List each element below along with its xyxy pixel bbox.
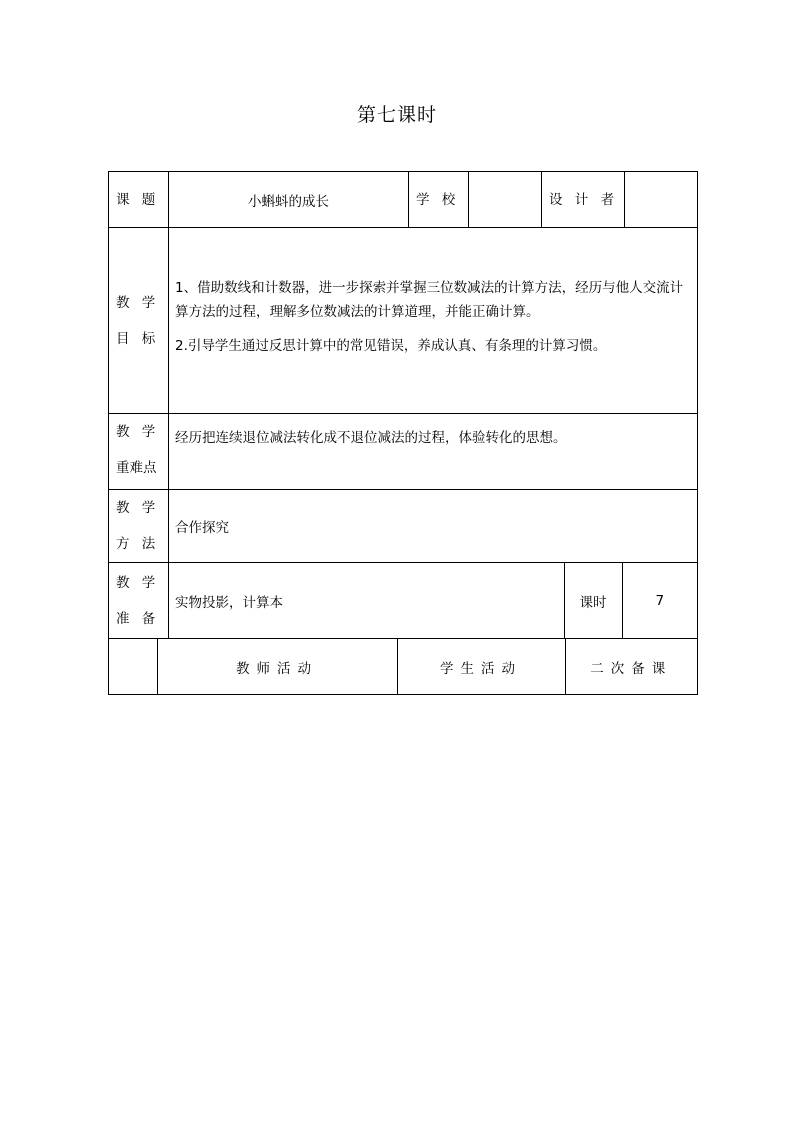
method-row (109, 490, 698, 563)
designer-label: 设 计 者 (542, 172, 625, 228)
method-label-line1: 教 学 (116, 500, 160, 516)
key-points-label-line2: 重难点 (116, 460, 157, 476)
preparation-label-line2: 准 备 (116, 610, 160, 627)
goal-item-1: 1、借助数线和计数器，进一步探索并掌握三位数减法的计算方法，经历与他人交流计算方法的过程，理解多位数减法的计算道理，并能正确计算。 (175, 279, 684, 320)
goals-row (109, 228, 698, 414)
designer-value (625, 172, 698, 228)
preparation-text: 实物投影，计算本 (175, 594, 283, 611)
method-label (109, 490, 169, 563)
preparation-label-line1: 教 学 (116, 574, 160, 591)
teacher-activity-header: 教师活动 (157, 639, 397, 694)
preparation-subtable (169, 563, 697, 638)
preparation-row (109, 563, 698, 639)
preparation-cell (169, 563, 698, 639)
school-value (469, 172, 542, 228)
school-label: 学 校 (409, 172, 469, 228)
topic-label: 课 题 (109, 172, 169, 228)
activity-header-cell (109, 639, 698, 695)
lesson-plan-table (108, 171, 698, 695)
method-text: 合作探究 (169, 490, 698, 563)
goal-item-2: 2.引导学生通过反思计算中的常见错误，养成认真、有条理的计算习惯。 (175, 337, 607, 354)
key-points-label (109, 414, 169, 490)
goals-label (109, 228, 169, 414)
goals-label-line1: 教 学 (116, 294, 160, 311)
key-points-row (109, 414, 698, 490)
activity-header-row (109, 639, 698, 695)
goals-content (169, 228, 698, 414)
method-label-line2: 方 法 (116, 536, 160, 552)
topic-value: 小蝌蚪的成长 (169, 172, 409, 228)
topic-row (109, 172, 698, 228)
page-title: 第七课时 (356, 104, 437, 126)
activity-blank-cell (109, 639, 157, 694)
activity-header-subtable (109, 639, 697, 694)
second-prep-header: 二次备课 (565, 639, 697, 694)
key-points-label-line1: 教 学 (116, 424, 160, 440)
key-points-text: 经历把连续退位减法转化成不退位减法的过程，体验转化的思想。 (169, 414, 698, 490)
period-label: 课时 (564, 563, 622, 638)
student-activity-header: 学生活动 (397, 639, 565, 694)
goals-label-line2: 目 标 (116, 330, 160, 347)
preparation-label (109, 563, 169, 639)
period-value: 7 (622, 563, 697, 638)
